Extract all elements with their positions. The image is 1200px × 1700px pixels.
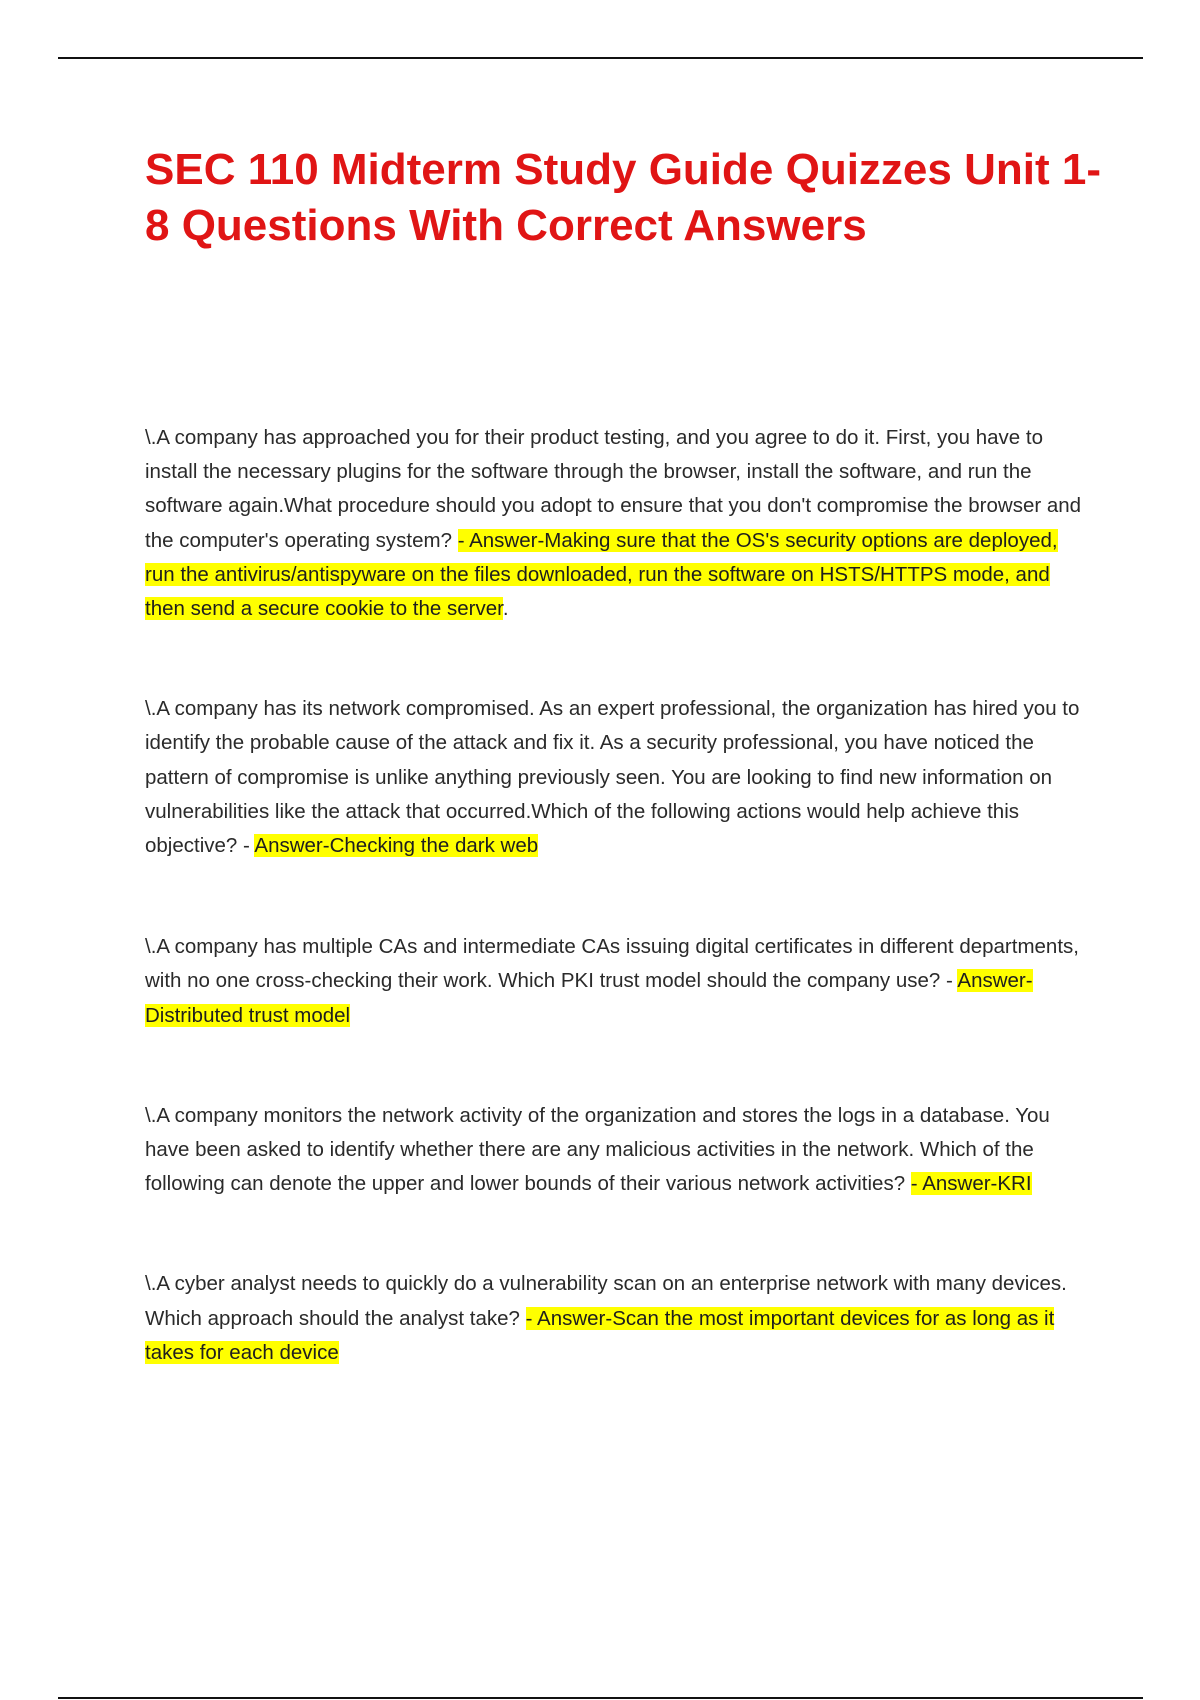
answer-text: - Answer-Scan the most important devices for as long as it takes for each device: [145, 1306, 1055, 1364]
document-title: SEC 110 Midterm Study Guide Quizzes Unit 1-8 Questions With Correct Answers: [145, 145, 1101, 250]
qa-item: [145, 930, 1090, 1033]
answer-tail: .: [502, 597, 509, 621]
qa-item: [145, 1267, 1090, 1370]
question-text: \.A cyber analyst needs to quickly do a vulnerability scan on an enterprise network with many devices. Which approach should the analyst take?: [145, 1272, 1067, 1330]
qa-item: [145, 692, 1090, 863]
answer-text: - Answer-Making sure that the OS's security options are deployed, run the antivirus/antispyware on the files downloaded, run the software on HSTS/HTTPS mode, and then send a secure cookie to the server: [145, 528, 1058, 621]
bottom-rule: [58, 1697, 1143, 1699]
question-text: \.A company has approached you for their product testing, and you agree to do it. First, you have to install the necessary plugins for the software through the browser, install the software, and run the software again.What procedure should you adopt to ensure that you don't compromise the browser and the computer's operating system?: [145, 426, 1082, 552]
answer-text: - Answer-KRI: [910, 1172, 1032, 1196]
question-text: \.A company monitors the network activity of the organization and stores the logs in a database. You have been asked to identify whether there are any malicious activities in the network. Which of the following can denote the upper and lower bounds of their various network activities?: [145, 1103, 1050, 1196]
question-text: \.A company has its network compromised. As an expert professional, the organization has hired you to identify the probable cause of the attack and fix it. As a security professional, you have noticed the pattern of compromise is unlike anything previously seen. You are looking to find new information on vulnerabilities like the attack that occurred.Which of the following actions would help achieve this objective? -: [145, 697, 1080, 858]
top-rule: [58, 57, 1143, 59]
qa-item: [145, 421, 1090, 626]
answer-text: Answer-Checking the dark web: [254, 834, 539, 858]
question-text: \.A company has multiple CAs and intermediate CAs issuing digital certificates in different departments, with no one cross-checking their work. Which PKI trust model should the company use? -: [145, 935, 1079, 993]
answer-text: Answer-Distributed trust model: [145, 969, 1033, 1027]
qa-item: [145, 1099, 1090, 1202]
question-list: [145, 421, 1090, 1370]
